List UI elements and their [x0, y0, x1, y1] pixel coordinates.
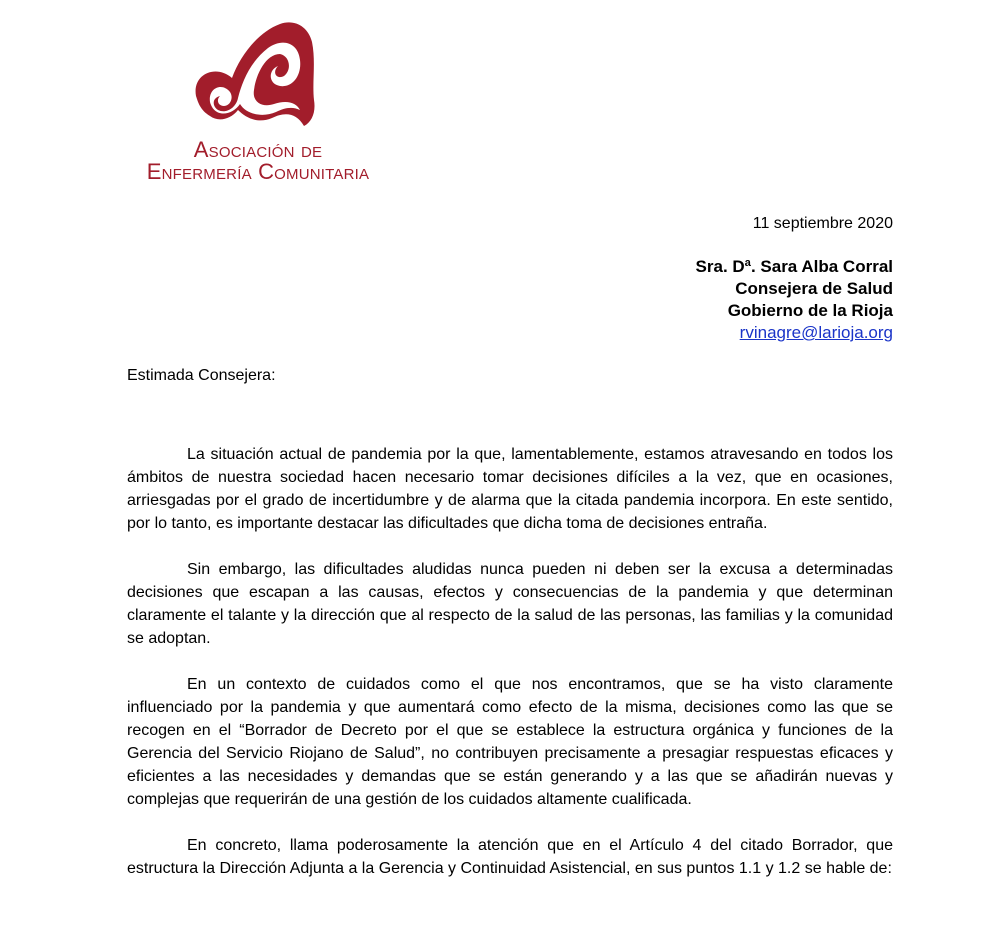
letter-body [127, 443, 893, 903]
organization-name [138, 139, 378, 183]
body-paragraph: La situación actual de pandemia por la que, lamentablemente, estamos atravesando en todos los ámbitos de nuestra sociedad hacen necesario tomar decisiones difíciles a la vez, que en ocasiones, arriesgadas por el grado de incertidumbre y de alarma que la citada pandemia incorpora. En este sentido, por lo tanto, es importante destacar las dificultades que dicha toma de decisiones entraña. [127, 446, 893, 532]
body-paragraph: En un contexto de cuidados como el que nos encontramos, que se ha visto claramente influenciado por la pandemia y que aumentará como efecto de la misma, decisiones como las que se recogen en el “Borrador de Decreto por el que se establece la estructura orgánica y funciones de la Gerencia del Servicio Riojano de Salud”, no contribuyen precisamente a presagiar respuestas eficaces y eficientes a las necesidades y demandas que se están generando y a las que se añadirán nuevas y complejas que requerirán de una gestión de los cuidados altamente cualificada. [127, 676, 893, 808]
recipient-name: Sra. Dª. Sara Alba Corral [695, 257, 893, 276]
spiral-wave-logo-icon [188, 18, 318, 136]
recipient-institution: Gobierno de la Rioja [727, 301, 893, 320]
body-paragraph: Sin embargo, las dificultades aludidas nunca pueden ni deben ser la excusa a determinadas decisiones que escapan a las causas, efectos y consecuencias de la pandemia y que determinan claramente el talante y la dirección que al respecto de la salud de las personas, las familias y la comunidad se adoptan. [127, 561, 893, 647]
recipient-block [696, 256, 893, 344]
body-paragraph: En concreto, llama poderosamente la atención que en el Artículo 4 del citado Borrador, que estructura la Dirección Adjunta a la Gerencia y Continuidad Asistencial, en sus puntos 1.1 y 1.2 se hable de: [127, 837, 893, 877]
letterhead-logo [138, 18, 378, 188]
organization-name-line-1: Asociación de [193, 137, 323, 162]
salutation: Estimada Consejera: [127, 367, 276, 384]
recipient-role: Consejera de Salud [735, 279, 893, 298]
organization-name-line-2: Enfermería Comunitaria [146, 159, 370, 184]
letter-date: 11 septiembre 2020 [752, 215, 893, 232]
recipient-email-link[interactable]: rvinagre@larioja.org [739, 323, 893, 342]
